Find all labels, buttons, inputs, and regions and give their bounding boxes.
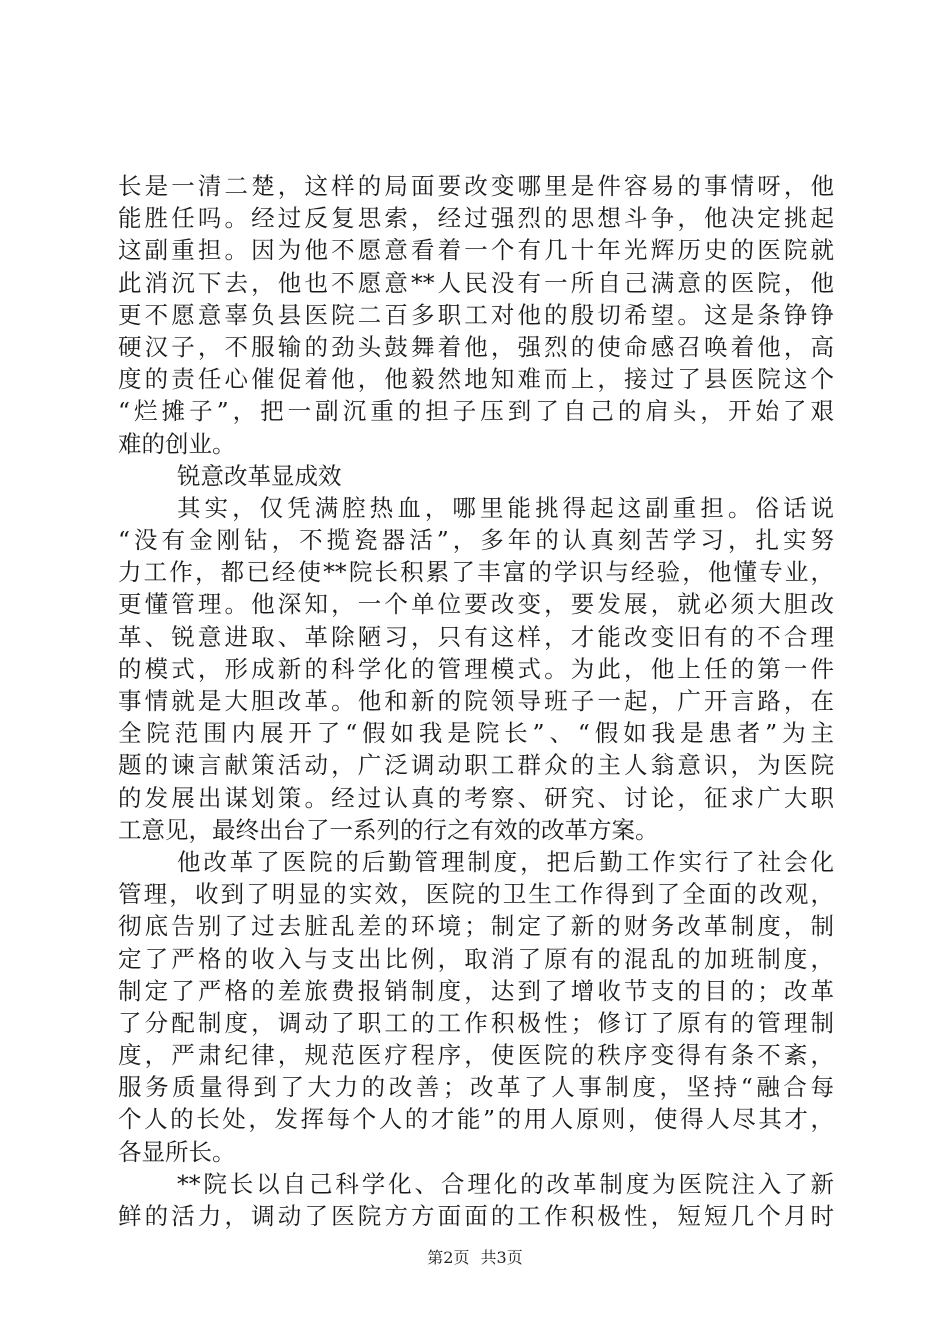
text-line: 题的谏言献策活动，广泛调动职工群众的主人翁意识，为医院 <box>118 751 834 780</box>
text-line: 度，严肃纪律，规范医疗程序，使医院的秩序变得有条不紊， <box>118 1041 834 1070</box>
text-line: 工意见，最终出台了一系列的行之有效的改革方案。 <box>118 815 659 844</box>
text-line: 的发展出谋划策。经过认真的考察、研究、讨论，征求广大职 <box>118 783 834 812</box>
text-line: 事情就是大胆改革。他和新的院领导班子一起，广开言路，在 <box>118 687 834 715</box>
text-line: 管理，收到了明显的实效，医院的卫生工作得到了全面的改观， <box>118 880 834 909</box>
text-line: 难的创业。 <box>118 429 236 458</box>
page-total: 共3页 <box>480 1248 523 1267</box>
text-line: 革、锐意进取、革除陋习，只有这样，才能改变旧有的不合理 <box>118 622 834 651</box>
text-line: **院长以自己科学化、合理化的改革制度为医院注入了新 <box>177 1169 834 1198</box>
text-line: 鲜的活力，调动了医院方方面面的工作积极性，短短几个月时 <box>118 1202 834 1230</box>
text-line: 彻底告别了过去脏乱差的环境；制定了新的财务改革制度，制 <box>118 912 834 941</box>
text-line: 更懂管理。他深知，一个单位要改变，要发展，就必须大胆改 <box>118 590 834 619</box>
page-number: 第2页 <box>427 1248 470 1267</box>
text-line: 其实，仅凭满腔热血，哪里能挑得起这副重担。俗话说 <box>177 493 834 522</box>
text-line: “烂摊子”，把一副沉重的担子压到了自己的肩头，开始了艰 <box>118 397 834 426</box>
text-line: 此消沉下去，他也不愿意**人民没有一所自己满意的医院，他 <box>118 268 834 297</box>
text-line: 长是一清二楚，这样的局面要改变哪里是件容易的事情呀，他 <box>118 172 834 200</box>
text-line: “没有金刚钻，不揽瓷器活”，多年的认真刻苦学习，扎实努 <box>118 526 834 555</box>
text-line: 制定了严格的差旅费报销制度，达到了增收节支的目的；改革 <box>118 976 834 1005</box>
text-line: 力工作，都已经使**院长积累了丰富的学识与经验，他懂专业， <box>118 558 834 587</box>
text-line: 这副重担。因为他不愿意看着一个有几十年光辉历史的医院就 <box>118 236 834 265</box>
document-body <box>118 170 834 1232</box>
text-line: 全院范围内展开了“假如我是院长”、“假如我是患者”为主 <box>118 719 834 748</box>
page-footer <box>0 1245 950 1268</box>
text-line: 度的责任心催促着他，他毅然地知难而上，接过了县医院这个 <box>118 365 834 394</box>
text-line: 更不愿意辜负县医院二百多职工对他的殷切希望。这是条铮铮 <box>118 300 834 329</box>
text-line: 了分配制度，调动了职工的工作积极性；修订了原有的管理制 <box>118 1008 834 1037</box>
text-line: 的模式，形成新的科学化的管理模式。为此，他上任的第一件 <box>118 654 834 683</box>
text-line: 能胜任吗。经过反复思索，经过强烈的思想斗争，他决定挑起 <box>118 204 834 233</box>
section-heading: 锐意改革显成效 <box>177 461 342 490</box>
text-line: 硬汉子，不服输的劲头鼓舞着他，强烈的使命感召唤着他，高 <box>118 332 834 361</box>
text-line: 他改革了医院的后勤管理制度，把后勤工作实行了社会化 <box>177 847 834 876</box>
text-line: 服务质量得到了大力的改善；改革了人事制度，坚持“融合每 <box>118 1073 834 1102</box>
text-line: 定了严格的收入与支出比例，取消了原有的混乱的加班制度， <box>118 944 834 973</box>
text-line: 个人的长处，发挥每个人的才能”的用人原则，使得人尽其才， <box>118 1105 834 1134</box>
text-line: 各显所长。 <box>118 1137 236 1166</box>
